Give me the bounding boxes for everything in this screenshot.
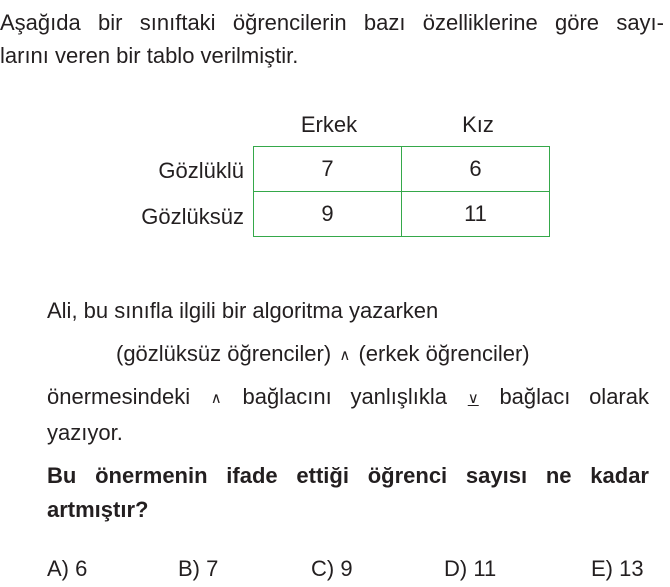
table-cell: 7: [254, 147, 402, 192]
table-cell: 11: [402, 192, 550, 237]
paragraph-line-4: yazıyor.: [47, 420, 123, 445]
paragraph-text: bağlacını yanlışlıkla: [242, 384, 448, 409]
and-operator: ∧: [210, 390, 222, 407]
question-line-1: Bu önermenin ifade ettiği öğrenci sayısı ne kadar: [47, 463, 649, 488]
paragraph-text: önermesindeki: [47, 384, 191, 409]
choice-letter: A): [47, 556, 69, 581]
data-grid: [253, 146, 550, 237]
choice-value: 7: [206, 556, 219, 581]
answer-choices: [0, 556, 670, 586]
choice-letter: C): [311, 556, 335, 581]
column-header-erkek: Erkek: [300, 112, 358, 137]
expression-left: (gözlüksüz öğrenciler): [116, 341, 332, 366]
table-row: [254, 147, 550, 192]
intro-line-2: larını veren bir tablo verilmiştir.: [0, 43, 299, 68]
choice-c[interactable]: [311, 556, 353, 582]
xor-operator: ∨: [467, 390, 479, 407]
table-cell: 6: [402, 147, 550, 192]
expression-line: [116, 339, 530, 371]
and-operator: ∧: [339, 347, 351, 364]
intro-line-1: Aşağıda bir sınıftaki öğrencilerin bazı özelliklerine göre sayı-: [0, 10, 664, 35]
choice-d[interactable]: [444, 556, 496, 582]
paragraph-text: bağlacı olarak: [499, 384, 649, 409]
paragraph-line-3: [47, 382, 649, 414]
row-header-gozluksuz: Gözlüksüz: [141, 204, 244, 229]
row-header-gozluklu: Gözlüklü: [158, 158, 244, 183]
question-line-2: artmıştır?: [47, 497, 149, 522]
choice-letter: B): [178, 556, 200, 581]
table-row: [254, 192, 550, 237]
table-cell: 9: [254, 192, 402, 237]
column-header-kiz: Kız: [462, 112, 494, 137]
choice-b[interactable]: [178, 556, 218, 582]
student-table: [0, 0, 670, 250]
choice-value: 11: [473, 556, 497, 581]
choice-letter: E): [591, 556, 613, 581]
choice-a[interactable]: [47, 556, 87, 582]
choice-e[interactable]: [591, 556, 644, 582]
choice-value: 9: [340, 556, 353, 581]
expression-right: (erkek öğrenciler): [358, 341, 530, 366]
choice-letter: D): [444, 556, 468, 581]
choice-value: 6: [75, 556, 88, 581]
question-text: [47, 459, 649, 527]
paragraph-line-1: Ali, bu sınıfla ilgili bir algoritma yazarken: [47, 298, 439, 323]
choice-value: 13: [619, 556, 644, 581]
